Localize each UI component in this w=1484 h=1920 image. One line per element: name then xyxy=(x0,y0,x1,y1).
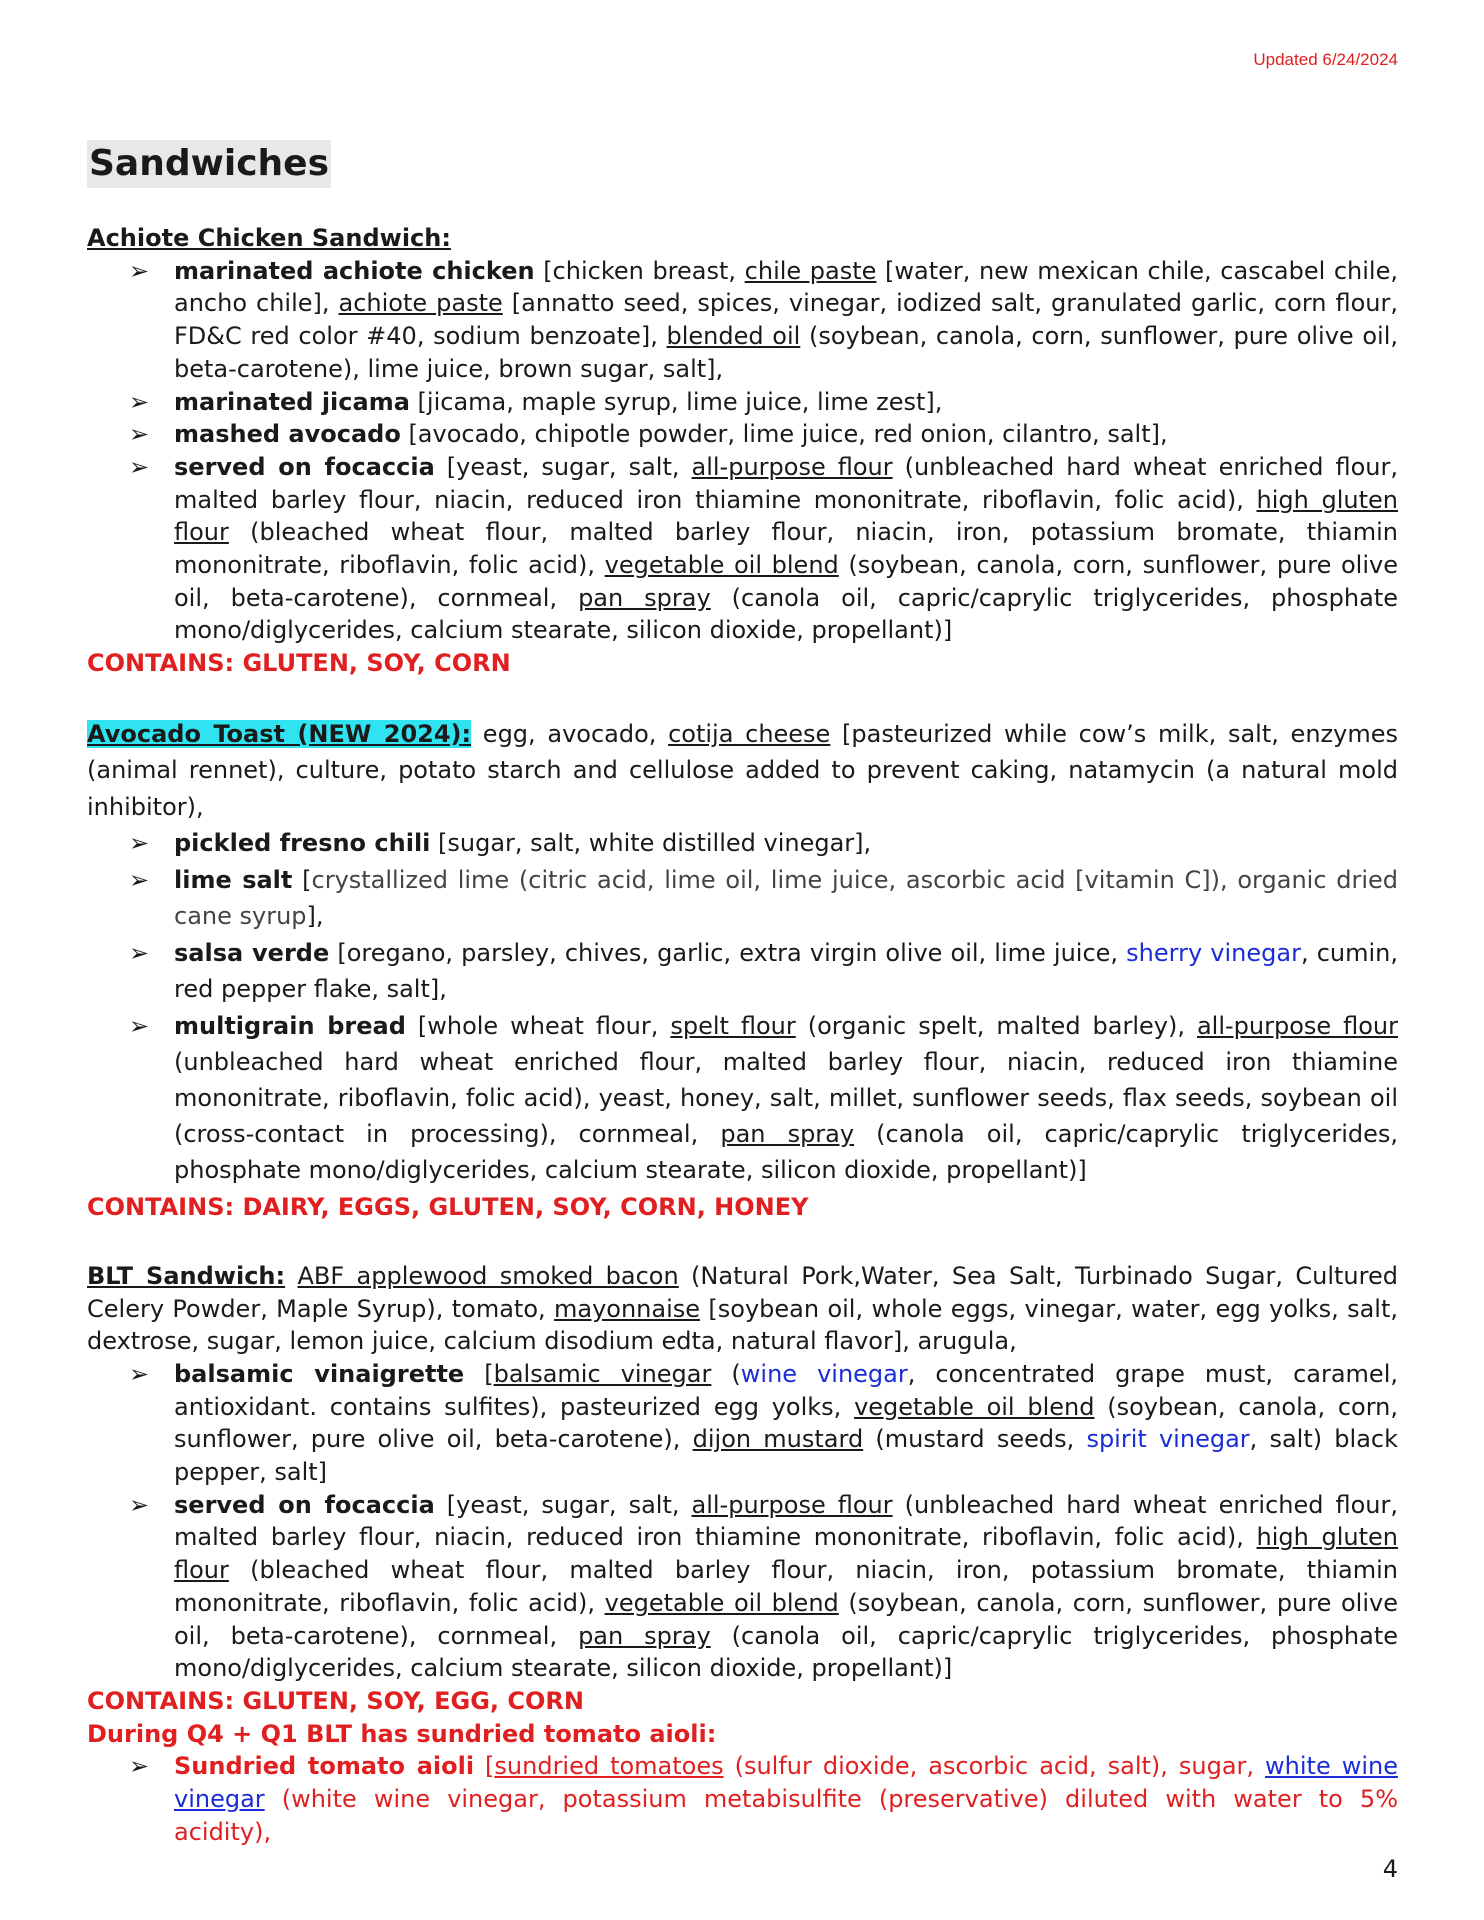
ingredient-text: (unbleached hard wheat enriched flour, malted barley flour, niacin, reduced iron thiamine mononitrate, riboflavin, folic acid), xyxy=(174,1490,1399,1552)
bullet-arrow-icon: ➢ xyxy=(129,1490,150,1519)
list-item xyxy=(129,451,1399,647)
sub-ingredient: mayonnaise xyxy=(554,1294,701,1323)
achiote-title: Achiote Chicken Sandwich: xyxy=(87,224,451,252)
list-item xyxy=(129,418,1398,451)
sub-ingredient: vegetable oil blend xyxy=(604,1588,839,1617)
achiote-ingredient-list xyxy=(87,255,1398,647)
ingredient-text: (sulfur dioxide, ascorbic acid, salt), sugar, xyxy=(723,1752,1266,1781)
sub-ingredient: cotija cheese xyxy=(668,719,831,748)
sub-ingredient: spelt flour xyxy=(670,1011,796,1040)
ingredient-text: , concentrated grape must, caramel, antioxidant. contains sulfites), pasteurized egg yolks, xyxy=(174,1359,1398,1421)
highlighted-ingredient: white wine vinegar xyxy=(174,1752,1398,1814)
sub-ingredient: balsamic vinegar xyxy=(493,1359,712,1388)
ingredient-text: (soybean, canola, corn, sunflower, pure olive oil, beta-carotene), cornmeal, xyxy=(174,551,1398,612)
ingredient-name: mashed avocado xyxy=(174,420,401,449)
list-item xyxy=(129,255,1398,386)
ingredient-name: salsa verde xyxy=(174,938,330,967)
bullet-arrow-icon: ➢ xyxy=(129,829,150,858)
seasonal-ingredient-list xyxy=(87,1750,1398,1848)
highlighted-ingredient: spirit vinegar xyxy=(1086,1425,1250,1454)
ingredient-text: (canola oil, capric/caprylic triglycerides, phosphate mono/diglycerides, calcium stearate, silicon dioxide, propellant)] xyxy=(174,583,1398,645)
ingredient-text: (organic spelt, malted barley), xyxy=(795,1011,1197,1040)
list-item xyxy=(129,1358,1399,1489)
ingredient-text: (soybean, canola, corn, sunflower, pure olive oil, beta-carotene), cornmeal, xyxy=(174,1588,1398,1650)
sub-ingredient: pan spray xyxy=(578,1621,711,1650)
bullet-arrow-icon: ➢ xyxy=(129,1359,150,1388)
allergen-contains: CONTAINS: GLUTEN, SOY, EGG, CORN xyxy=(87,1686,584,1715)
ingredient-text: (bleached wheat flour, malted barley flour, niacin, iron, potassium bromate, thiamin mononitrate, riboflavin, folic acid), xyxy=(174,1556,1398,1617)
ingredient-text: [soybean oil, whole eggs, vinegar, water, egg yolks, salt, dextrose, sugar, lemon juice, calcium disodium edta, natural flavor], arugula, xyxy=(87,1294,1398,1356)
ingredient-text: (Natural Pork,Water, Sea Salt, Turbinado Sugar, Cultured Celery Powder, Maple Syrup), tomato, xyxy=(87,1261,1398,1323)
allergen-contains: CONTAINS: GLUTEN, SOY, CORN xyxy=(87,649,511,678)
ingredient-text: [jicama, maple syrup, lime juice, lime zest], xyxy=(409,387,943,416)
ingredient-text: [sugar, salt, white distilled vinegar], xyxy=(430,829,872,858)
avocado-toast-section xyxy=(87,716,1398,1226)
updated-date: Updated 6/24/2024 xyxy=(1253,50,1398,69)
sub-ingredient: ABF applewood smoked bacon xyxy=(297,1261,679,1290)
achiote-chicken-section xyxy=(87,222,1398,680)
blt-title: BLT Sandwich: xyxy=(87,1261,286,1290)
list-item xyxy=(129,935,1398,1008)
page-content xyxy=(87,140,1398,1849)
list-item xyxy=(129,386,1398,419)
ingredient-name: marinated jicama xyxy=(174,387,410,416)
ingredient-name: balsamic vinaigrette xyxy=(174,1359,465,1388)
avocado-title: Avocado Toast (NEW 2024): xyxy=(87,719,472,748)
list-item xyxy=(129,825,1398,862)
list-item xyxy=(129,862,1399,935)
sub-ingredient: all-purpose flour xyxy=(691,452,893,481)
ingredient-text: egg, avocado, xyxy=(471,719,669,748)
ingredient-text: (bleached wheat flour, malted barley flour, niacin, iron, potassium bromate, thiamin mononitrate, riboflavin, folic acid), xyxy=(174,518,1398,580)
ingredient-text: , cumin, red pepper flake, salt], xyxy=(174,938,1398,1004)
ingredient-text: ( xyxy=(711,1359,741,1388)
ingredient-name: lime salt xyxy=(174,865,293,894)
ingredient-text xyxy=(285,1262,297,1290)
ingredient-text: [yeast, sugar, salt, xyxy=(434,452,692,481)
ingredient-text: [water, new mexican chile, cascabel chile, ancho chile], xyxy=(174,256,1398,318)
sub-ingredient: chile paste xyxy=(744,256,877,285)
ingredient-text: (soybean, canola, corn, sunflower, pure olive oil, beta-carotene), xyxy=(174,1392,1399,1454)
sub-ingredient: dijon mustard xyxy=(692,1425,864,1454)
sub-ingredient: high gluten flour xyxy=(174,485,1398,547)
sub-ingredient: sundried tomatoes xyxy=(494,1752,724,1781)
ingredient-text: [ xyxy=(474,1752,495,1781)
ingredient-text: [pasteurized while cow’s milk, salt, enzymes (animal rennet), culture, potato starch and cellulose added to prevent caking, natamycin (a natural mold inhibitor), xyxy=(87,719,1398,821)
ingredient-text: (soybean, canola, corn, sunflower, pure olive oil, beta-carotene), lime juice, brown sugar, salt], xyxy=(174,322,1398,383)
highlighted-ingredient: sherry vinegar xyxy=(1126,938,1301,967)
sub-ingredient: pan spray xyxy=(578,583,711,612)
allergen-contains: CONTAINS: DAIRY, EGGS, GLUTEN, SOY, CORN, HONEY xyxy=(87,1192,809,1221)
seasonal-note: During Q4 + Q1 BLT has sundried tomato aioli: xyxy=(87,1719,717,1748)
ingredient-text: [avocado, chipotle powder, lime juice, red onion, cilantro, salt], xyxy=(400,420,1168,449)
ingredient-text: (white wine vinegar, potassium metabisulfite (preservative) diluted with water to 5% acidity), xyxy=(174,1785,1398,1846)
ingredient-name: Sundried tomato aioli xyxy=(174,1752,475,1781)
ingredient-name: served on focaccia xyxy=(174,452,435,481)
sub-ingredient: blended oil xyxy=(666,322,801,351)
sub-ingredient: all-purpose flour xyxy=(691,1490,893,1519)
ingredient-text: , salt) black pepper, salt] xyxy=(174,1425,1399,1487)
highlighted-ingredient: wine vinegar xyxy=(740,1359,908,1388)
ingredient-name: marinated achiote chicken xyxy=(174,256,535,285)
sub-ingredient: vegetable oil blend xyxy=(604,551,839,580)
section-title: Sandwiches xyxy=(87,140,331,188)
ingredient-text: (canola oil, capric/caprylic triglycerides, phosphate mono/diglycerides, calcium stearate, silicon dioxide, propellant)] xyxy=(174,1119,1399,1184)
ingredient-text: [ xyxy=(464,1359,494,1388)
list-item xyxy=(129,1008,1399,1188)
ingredient-text: (canola oil, capric/caprylic triglycerides, phosphate mono/diglycerides, calcium stearate, silicon dioxide, propellant)] xyxy=(174,1621,1398,1683)
bullet-arrow-icon: ➢ xyxy=(129,420,150,449)
ingredient-name: pickled fresno chili xyxy=(174,829,431,858)
list-item xyxy=(129,1489,1399,1685)
ingredient-text: (unbleached hard wheat enriched flour, malted barley flour, niacin, reduced iron thiamine mononitrate, riboflavin, folic acid), yeast, honey, salt, millet, sunflower seeds, flax seeds, soybean oil (cross-contact in processing), cornmeal, xyxy=(174,1047,1398,1148)
bullet-arrow-icon: ➢ xyxy=(129,865,150,894)
blt-ingredient-list xyxy=(87,1358,1398,1685)
sub-ingredient: high gluten flour xyxy=(174,1523,1398,1585)
ingredient-text: [annatto seed, spices, vinegar, iodized salt, granulated garlic, corn flour, FD&C red color #40, sodium benzoate], xyxy=(174,289,1398,351)
page-number: 4 xyxy=(1382,1855,1398,1883)
sub-ingredient: all-purpose flour xyxy=(1196,1011,1398,1040)
sub-ingredient: achiote paste xyxy=(338,289,503,318)
ingredient-text: ], xyxy=(306,902,324,931)
bullet-arrow-icon: ➢ xyxy=(129,256,150,285)
sub-ingredient: vegetable oil blend xyxy=(854,1392,1095,1421)
ingredient-name: served on focaccia xyxy=(174,1490,435,1519)
bullet-arrow-icon: ➢ xyxy=(129,1011,150,1040)
sub-ingredient: pan spray xyxy=(720,1119,855,1148)
ingredient-name: multigrain bread xyxy=(174,1011,406,1040)
bullet-arrow-icon: ➢ xyxy=(129,452,150,481)
list-item xyxy=(129,1750,1398,1848)
ingredient-text: [yeast, sugar, salt, xyxy=(434,1490,692,1519)
ingredient-text: (mustard seeds, xyxy=(863,1425,1087,1454)
ingredient-text: [ xyxy=(292,865,312,894)
ingredient-text: [whole wheat flour, xyxy=(405,1011,671,1040)
ingredient-text: crystallized lime (citric acid, lime oil, lime juice, ascorbic acid [vitamin C]), organic dried cane syrup xyxy=(174,865,1399,931)
ingredient-text: [oregano, parsley, chives, garlic, extra virgin olive oil, lime juice, xyxy=(329,938,1127,967)
bullet-arrow-icon: ➢ xyxy=(129,387,150,416)
avocado-ingredient-list xyxy=(87,825,1398,1188)
bullet-arrow-icon: ➢ xyxy=(129,1752,150,1781)
ingredient-text: (unbleached hard wheat enriched flour, malted barley flour, niacin, reduced iron thiamine mononitrate, riboflavin, folic acid), xyxy=(174,452,1399,514)
blt-section xyxy=(87,1260,1398,1849)
ingredient-text: [chicken breast, xyxy=(534,256,745,285)
bullet-arrow-icon: ➢ xyxy=(129,938,150,967)
